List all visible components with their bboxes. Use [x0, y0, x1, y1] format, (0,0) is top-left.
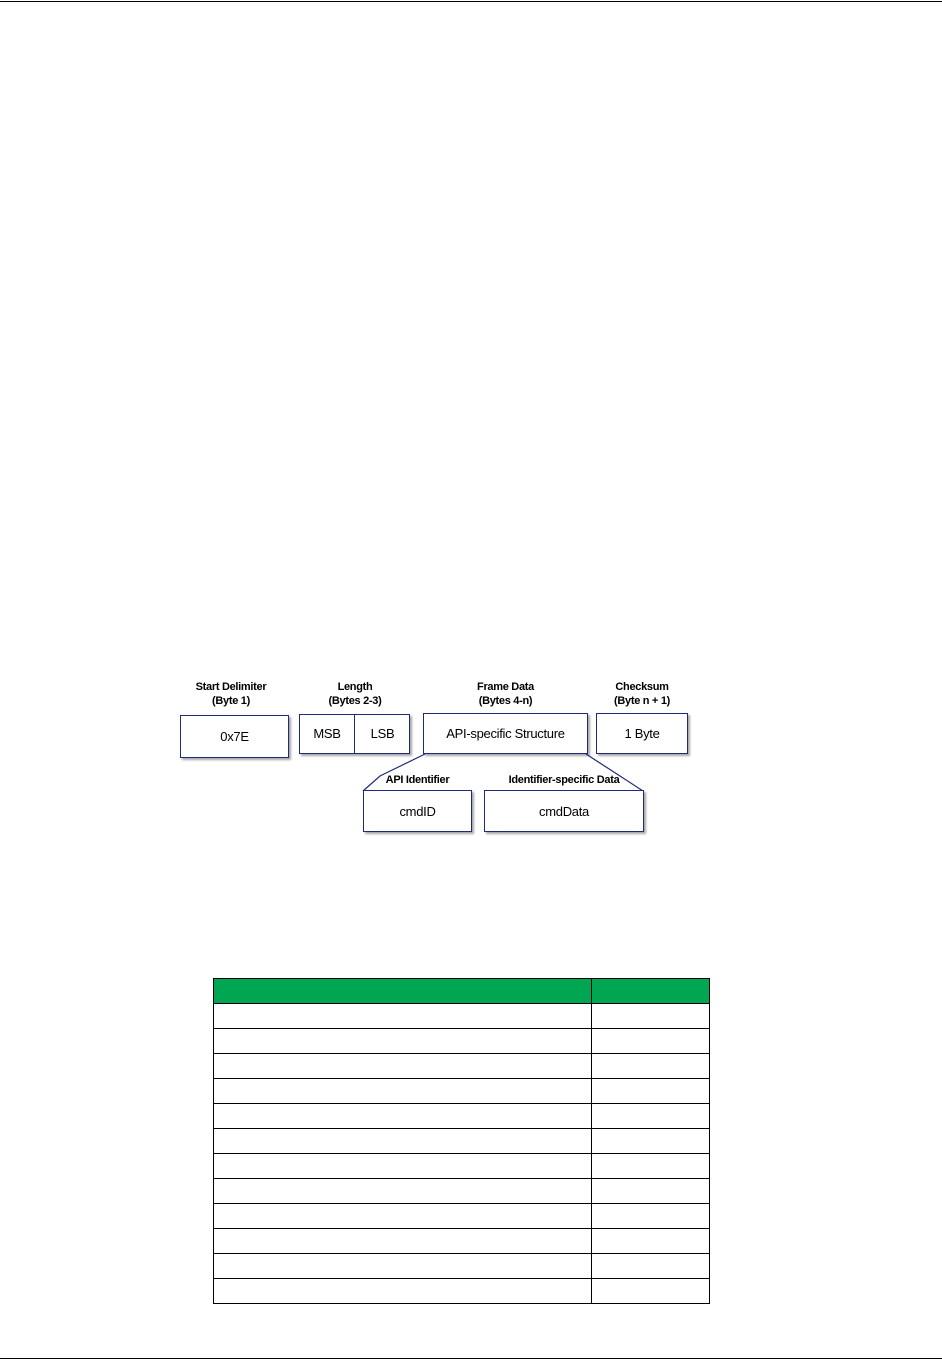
- table-row: [214, 1254, 710, 1279]
- table-cell: [592, 1179, 710, 1204]
- table-cell: [214, 1229, 592, 1254]
- checksum-subtitle: (Byte n + 1): [614, 695, 670, 707]
- length-title: Length: [337, 681, 373, 693]
- start-delimiter-subtitle: (Byte 1): [212, 695, 250, 707]
- frame-data-subtitle: (Bytes 4-n): [478, 695, 533, 707]
- length-lsb: LSB: [370, 726, 395, 741]
- table-cell: [592, 1154, 710, 1179]
- table-cell: [592, 1129, 710, 1154]
- table-row: [214, 1229, 710, 1254]
- table-header-cell: [592, 979, 710, 1004]
- frame-data-value: API-specific Structure: [446, 726, 565, 741]
- table-row: [214, 1204, 710, 1229]
- table-row: [214, 1054, 710, 1079]
- table-cell: [214, 1129, 592, 1154]
- table-cell: [592, 1104, 710, 1129]
- table-row: [214, 1129, 710, 1154]
- identifier-data-label: Identifier-specific Data: [508, 774, 620, 786]
- table-row: [214, 1029, 710, 1054]
- data-table: [213, 978, 710, 1304]
- table-row: [214, 1104, 710, 1129]
- table-row: [214, 1279, 710, 1304]
- table-cell: [592, 1204, 710, 1229]
- table-cell: [214, 1279, 592, 1304]
- frame-data-title: Frame Data: [477, 681, 534, 693]
- table-row: [214, 1154, 710, 1179]
- length-subtitle: (Bytes 2-3): [328, 695, 382, 707]
- table-cell: [214, 1104, 592, 1129]
- identifier-data-value: cmdData: [539, 803, 589, 819]
- start-delimiter-value: 0x7E: [220, 729, 249, 744]
- table-row: [214, 1079, 710, 1104]
- table-row: [214, 1004, 710, 1029]
- checksum-title: Checksum: [615, 681, 669, 693]
- table-cell: [592, 1254, 710, 1279]
- api-identifier-value: cmdID: [399, 803, 436, 819]
- table-cell: [592, 1279, 710, 1304]
- table-cell: [214, 1004, 592, 1029]
- table-cell: [214, 1254, 592, 1279]
- table-cell: [214, 1079, 592, 1104]
- table-cell: [214, 1029, 592, 1054]
- table-cell: [592, 1229, 710, 1254]
- table-cell: [592, 1079, 710, 1104]
- footer-rule: [0, 1358, 942, 1359]
- table-cell: [214, 1054, 592, 1079]
- table-cell: [592, 1054, 710, 1079]
- table-header-cell: [214, 979, 592, 1004]
- start-delimiter-title: Start Delimiter: [195, 681, 267, 693]
- length-msb: MSB: [313, 726, 341, 741]
- table-row: [214, 1179, 710, 1204]
- table-cell: [214, 1154, 592, 1179]
- table-header-row: [214, 979, 710, 1004]
- table-cell: [592, 1029, 710, 1054]
- identifier-data-box: [484, 790, 644, 832]
- api-identifier-box: [363, 790, 472, 832]
- table-cell: [592, 1004, 710, 1029]
- table-cell: [214, 1204, 592, 1229]
- checksum-value: 1 Byte: [624, 726, 660, 741]
- api-identifier-label: API Identifier: [385, 774, 450, 786]
- table-cell: [214, 1179, 592, 1204]
